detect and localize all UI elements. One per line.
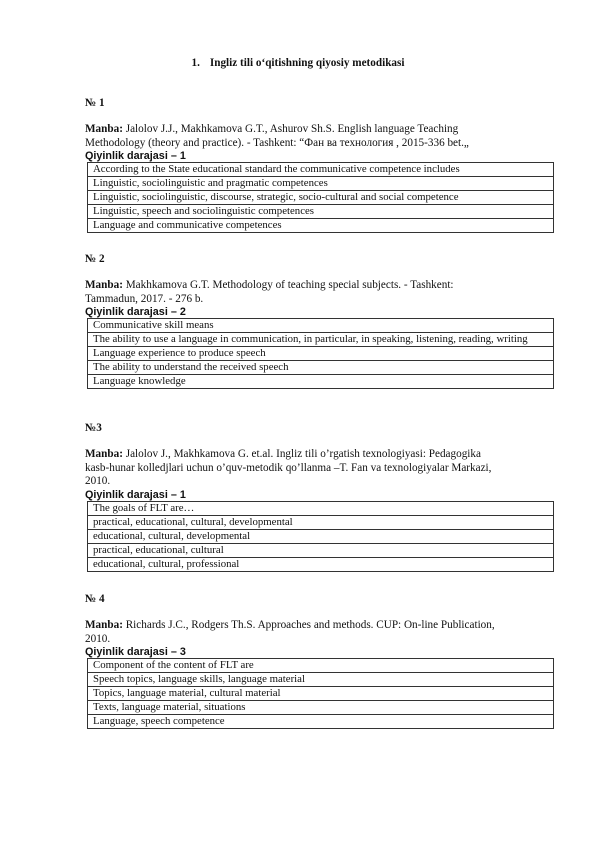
answer-table (87, 658, 554, 729)
question-text: Component of the content of FLT are (88, 659, 554, 673)
table-row (88, 219, 554, 233)
answer-option: practical, educational, cultural, developmental (88, 515, 554, 529)
source-citation (85, 448, 505, 489)
answer-option: Linguistic, sociolinguistic, discourse, strategic, socio-cultural and social competence (88, 191, 554, 205)
table-row (88, 361, 554, 375)
answer-option: Language knowledge (88, 375, 554, 389)
difficulty-level: Qiyinlik darajasi – 2 (85, 306, 186, 318)
question-number: № 4 (85, 593, 105, 605)
table-row (88, 177, 554, 191)
source-text: Richards J.C., Rodgers Th.S. Approaches and methods. CUP: On-line Publication, 2010. (85, 619, 495, 645)
source-label: Manba: (85, 279, 123, 291)
answer-option: Speech topics, language skills, language material (88, 673, 554, 687)
answer-option: The ability to understand the received speech (88, 361, 554, 375)
answer-table (87, 501, 554, 572)
answer-option: The ability to use a language in communication, in particular, in speaking, listening, reading, writing (88, 333, 554, 347)
source-text: Jalolov J.J., Makhkamova G.T., Ashurov Sh.S. English language Teaching Methodology (theory and practice). - Tashkent: “Фан ва технология , 2015-336 bet.„ (85, 123, 469, 149)
table-row (88, 659, 554, 673)
table-row (88, 191, 554, 205)
table-row (88, 319, 554, 333)
answer-option: Language and communicative competences (88, 219, 554, 233)
table-row (88, 543, 554, 557)
question-block-1 (85, 97, 555, 233)
difficulty-level: Qiyinlik darajasi – 3 (85, 646, 186, 658)
answer-table (87, 162, 554, 233)
question-number: № 2 (85, 253, 105, 265)
table-row (88, 673, 554, 687)
source-citation (85, 123, 505, 150)
table-row (88, 715, 554, 729)
table-row (88, 205, 554, 219)
table-row (88, 375, 554, 389)
table-row (88, 347, 554, 361)
table-row (88, 163, 554, 177)
answer-option: Linguistic, speech and sociolinguistic competences (88, 205, 554, 219)
table-row (88, 557, 554, 571)
table-row (88, 701, 554, 715)
source-citation (85, 619, 505, 646)
answer-table (87, 318, 554, 389)
question-block-4 (85, 593, 555, 729)
answer-option: educational, cultural, professional (88, 557, 554, 571)
difficulty-level: Qiyinlik darajasi – 1 (85, 150, 186, 162)
table-row (88, 333, 554, 347)
document-title (0, 57, 596, 69)
answer-option: Topics, language material, cultural material (88, 687, 554, 701)
question-text: Communicative skill means (88, 319, 554, 333)
answer-option: Texts, language material, situations (88, 701, 554, 715)
question-text: According to the State educational standard the communicative competence includes (88, 163, 554, 177)
source-text: Makhkamova G.T. Methodology of teaching special subjects. - Tashkent: Tammadun, 2017. - 276 b. (85, 279, 454, 305)
title-text: Ingliz tili o‘qitishning qiyosiy metodikasi (209, 57, 405, 69)
source-label: Manba: (85, 123, 123, 135)
source-label: Manba: (85, 619, 123, 631)
answer-option: educational, cultural, developmental (88, 529, 554, 543)
source-citation (85, 279, 505, 306)
table-row (88, 687, 554, 701)
question-block-3 (85, 422, 555, 572)
answer-option: Language experience to produce speech (88, 347, 554, 361)
difficulty-level: Qiyinlik darajasi – 1 (85, 488, 186, 501)
question-block-2 (85, 253, 555, 389)
title-number: 1. (191, 57, 200, 69)
table-row (88, 501, 554, 515)
question-text: The goals of FLT are… (88, 501, 554, 515)
table-row (88, 515, 554, 529)
answer-option: Language, speech competence (88, 715, 554, 729)
table-row (88, 529, 554, 543)
answer-option: practical, educational, cultural (88, 543, 554, 557)
source-label: Manba: (85, 448, 123, 460)
question-number: № 1 (85, 97, 105, 109)
question-number: №3 (85, 422, 102, 434)
answer-option: Linguistic, sociolinguistic and pragmatic competences (88, 177, 554, 191)
source-text: Jalolov J., Makhkamova G. et.al. Ingliz tili o’rgatish texnologiyasi: Pedagogika kasb-hunar kolledjlari uchun o’quv-metodik qo’llanma –T. Fan va texnologiyalar Markazi, 2010. (85, 448, 492, 487)
